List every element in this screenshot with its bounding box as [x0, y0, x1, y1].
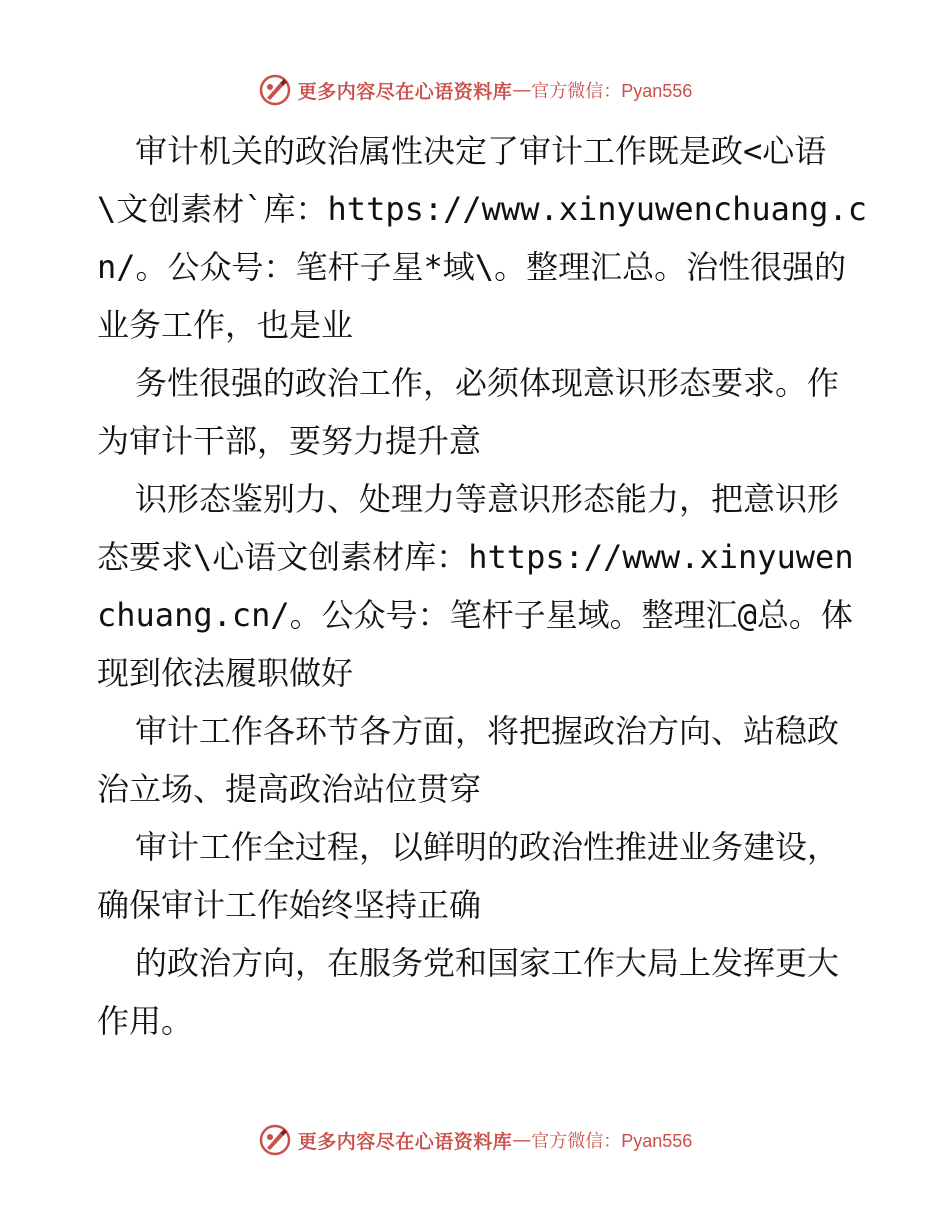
page-header-banner — [0, 70, 950, 110]
paragraph-4: 审计工作各环节各方面，将把握政治方向、站稳政治立场、提高政治站位贯穿 — [97, 712, 840, 808]
paragraph-1: 审计机关的政治属性决定了审计工作既是政<心语\文创素材`库：https://www.xinyuwenchuang.cn/。公众号：笔杆子星*域\。整理汇总。治性很强的业务工作，也是业 — [97, 132, 867, 344]
paragraph-6: 的政治方向，在服务党和国家工作大局上发挥更大作用。 — [97, 944, 840, 1040]
header-banner-separator: — — [512, 79, 532, 101]
footer-banner-text: 更多内容尽在心语资料库 — [297, 1130, 513, 1153]
header-contact: 官方微信：Pyan556 — [531, 81, 693, 101]
header-banner-text: 更多内容尽在心语资料库 — [297, 80, 513, 103]
document-body — [97, 122, 867, 1050]
footer-contact: 官方微信：Pyan556 — [531, 1131, 693, 1151]
pen-logo-icon — [258, 73, 292, 107]
page-footer-banner — [0, 1120, 950, 1160]
paragraph-5: 审计工作全过程，以鲜明的政治性推进业务建设，确保审计工作始终坚持正确 — [97, 828, 840, 924]
paragraph-3: 识形态鉴别力、处理力等意识形态能力，把意识形态要求\心语文创素材库：https://www.xinyuwenchuang.cn/。公众号：笔杆子星域。整理汇@总。体现到依法履职做好 — [97, 480, 854, 692]
pen-logo-icon — [258, 1123, 292, 1157]
footer-banner-separator: — — [512, 1129, 532, 1151]
paragraph-2: 务性很强的政治工作，必须体现意识形态要求。作为审计干部，要努力提升意 — [97, 364, 840, 460]
